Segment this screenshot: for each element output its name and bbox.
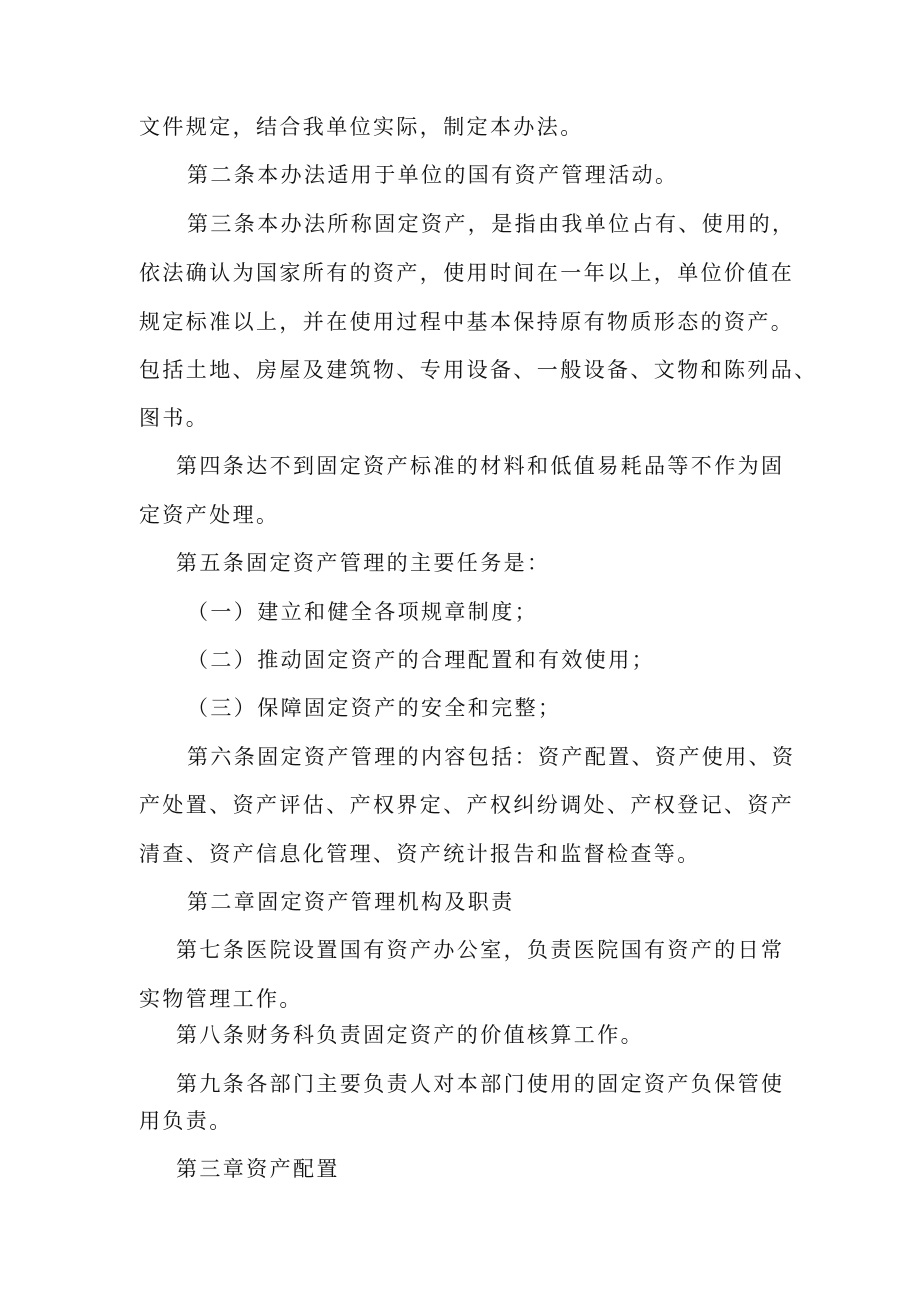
article-2: 第二条本办法适用于单位的国有资产管理活动。	[187, 163, 679, 187]
text-line-1: 文件规定，结合我单位实际，制定本办法。	[139, 115, 584, 139]
article-3-line-4: 包括土地、房屋及建筑物、专用设备、一般设备、文物和陈列品、	[139, 358, 818, 382]
article-5-item-2: （二）推动固定资产的合理配置和有效使用；	[187, 648, 655, 672]
article-6-line-3: 清查、资产信息化管理、资产统计报告和监督检查等。	[139, 842, 701, 866]
article-8: 第八条财务科负责固定资产的价值核算工作。	[176, 1023, 644, 1047]
article-5: 第五条固定资产管理的主要任务是：	[176, 551, 551, 575]
article-9-line-1: 第九条各部门主要负责人对本部门使用的固定资产负保管使	[176, 1072, 785, 1096]
article-7-line-1: 第七条医院设置国有资产办公室，负责医院国有资产的日常	[176, 938, 785, 962]
chapter-2-heading: 第二章固定资产管理机构及职责	[187, 890, 515, 914]
article-9-line-2: 用负责。	[139, 1109, 233, 1133]
article-6-line-1: 第六条固定资产管理的内容包括：资产配置、资产使用、资	[187, 745, 796, 769]
article-7-line-2: 实物管理工作。	[139, 987, 303, 1011]
article-3-line-2: 依法确认为国家所有的资产，使用时间在一年以上，单位价值在	[139, 261, 795, 285]
article-3-line-3: 规定标准以上，并在使用过程中基本保持原有物质形态的资产。	[139, 310, 795, 334]
article-5-item-3: （三）保障固定资产的安全和完整；	[187, 696, 562, 720]
article-4-line-2: 定资产处理。	[139, 503, 280, 527]
article-3-line-5: 图书。	[139, 406, 210, 430]
chapter-3-heading: 第三章资产配置	[176, 1157, 340, 1181]
article-4-line-1: 第四条达不到固定资产标准的材料和低值易耗品等不作为固	[176, 454, 785, 478]
article-5-item-1: （一）建立和健全各项规章制度；	[187, 600, 538, 624]
article-6-line-2: 产处置、资产评估、产权界定、产权纠纷调处、产权登记、资产	[139, 793, 795, 817]
article-3-line-1: 第三条本办法所称固定资产，是指由我单位占有、使用的，	[187, 212, 796, 236]
